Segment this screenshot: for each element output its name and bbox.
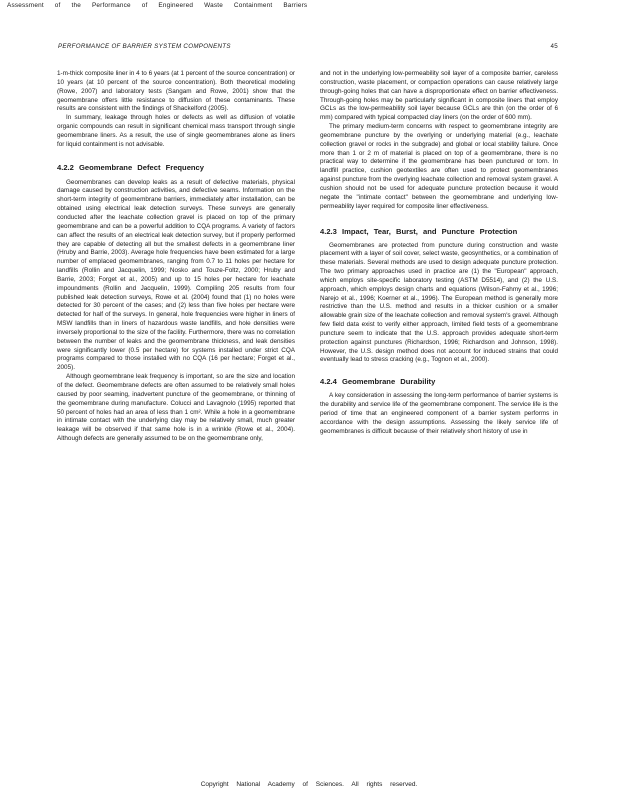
paragraph: In summary, leakage through holes or defects as well as diffusion of volatile organic compounds can result in significant chemical mass transport through single geomembrane liners. As a result, the use of single geomembranes alone as liners for liquid containment is not advisable. (57, 114, 295, 148)
paragraph: A key consideration in assessing the long-term performance of barrier systems is the durability and service life of the geomembrane component. The service life is the period of time that an engineered component of a barrier system performs in accordance with the design assumptions. Assessing the likely service life of geomembranes is difficult because of their relatively short history of use in (320, 392, 558, 435)
left-column (57, 70, 295, 444)
paragraph: Although geomembrane leak frequency is important, so are the size and location of the defect. Geomembrane defects are often assumed to be relatively small holes caused by poor seaming, inadvertent puncture of the geomembrane, or thinning of the geomembrane during manufacture. Colucci and Lavagnolo (1995) reported that 50 percent of holes had an area of less than 1 cm². While a hole in a geomembrane in intimate contact with the underlying clay may be relatively small, much greater leakage will be observed if that same hole is in a wrinkle (Rowe et al., 2004). Although defects are generally assumed to be on the geomembrane only, (57, 373, 295, 443)
running-head-title: PERFORMANCE OF BARRIER SYSTEM COMPONENTS (58, 43, 231, 50)
paragraph: and not in the underlying low-permeability soil layer of a composite barrier, careless construction, waste placement, or compaction operations can cause relatively large through-going holes that can have a disproportionate effect on barrier effectiveness. Through-going holes may be particularly significant in composite liners that employ GCLs as the low-permeability soil layer because GCLs are thin (on the order of 6 mm) compared with typical compacted clay liners (on the order of 600 mm). (320, 70, 558, 122)
document-banner: Assessment of the Performance of Engineered Waste Containment Barriers (7, 2, 308, 9)
section-heading-4-2-2: 4.2.2 Geomembrane Defect Frequency (57, 162, 205, 172)
copyright-footer: Copyright National Academy of Sciences. All rights reserved. (200, 781, 418, 788)
section-heading-4-2-3: 4.2.3 Impact, Tear, Burst, and Puncture Protection (320, 226, 518, 236)
paragraph: 1-m-thick composite liner in 4 to 6 years (at 1 percent of the source concentration) or 10 years (at 10 percent of the source concentration). Both theoretical modeling (Rowe, 2007) and laboratory tests (Sangam and Rowe, 2001) show that the geomembrane offers little resistance to diffusion of these contaminants. These results are consistent with the findings of Shackelford (2005). (57, 70, 295, 113)
paragraph: The primary medium-term concerns with respect to geomembrane integrity are geomembrane puncture by the overlying or underlying material (e.g., leachate collection gravel or rocks in the subgrade) and global or local stability failure. Once more than 1 or 2 m of material is placed on top of a geomembrane, there is no practical way to determine if the geomembrane has been punctured or torn. In landfill practice, cushion geotextiles are often used to protect geomembranes against puncture from the overlying leachate collection and removal system gravel. A cushion should not be used for adequate puncture protection because it would negate the "intimate contact" between the geomembrane and underlying low-permeability layer required for composite liner effectiveness. (320, 123, 559, 210)
paragraph: Geomembranes are protected from puncture during construction and waste placement with a layer of soil cover, select waste, geosynthetics, or a combination of these materials. Several methods are used to design adequate puncture protection. The two primary approaches used in practice are (1) the "European" approach, which employs site-specific laboratory testing (ASTM D5514), and (2) the U.S. approach, which employs design charts and equations (Wilson-Fahmy et al., 1996; Narejo et al., 1996; Koerner et al., 1996). The European method is generally more restrictive than the U.S. method and results in a thicker cushion or a smaller allowable grain size of the leachate collection and removal system's gravel. Although few field data exist to verify either approach, limited field tests of a geomembrane puncture seem to indicate that the U.S. approach provides adequate short-term protection against punctures (Richardson, 1996; Richardson and Johnson, 1998). However, the U.S. design method does not account for induced strains that could eventually lead to stress cracking (e.g., Tognon et al., 2000). (320, 241, 558, 364)
page-number: 45 (550, 43, 558, 50)
paragraph: Geomembranes can develop leaks as a result of defective materials, physical damage caused by construction activities, and defective seams. Information on the short-term integrity of geomembrane barriers, immediately after installation, can be obtained using electrical leak detection surveys. These surveys are generally conducted after the leachate collection gravel is placed on top of the primary geomembrane and can be a powerful addition to CQA programs. A variety of factors can affect the results of an electrical leak detection survey, but if properly performed they are capable of detecting all but the smallest defects in a geomembrane liner (Hruby and Barrie, 2003). Average hole frequencies have been estimated for a large number of emplaced geomembranes, ranging from 0.7 to 11 holes per hectare for landfills (Rollin and Jacquelin, 1999; Nosko and Touze-Foltz, 2000; Hruby and Barrie, 2003; Forget et al., 2005) and up to 15 holes per hectare for leachate impoundments (Rollin and Jacquelin, 1999). Compiling 205 results from four published leak detection surveys, Rowe et al. (2004) found that (1) no holes were detected for 30 percent of the cases; and (2) less than five holes per hectare were detected for half of the surveys. In general, hole frequencies were higher in liners of MSW landfills than in liners of hazardous waste landfills, and hole densities were inversely proportional to the size of the facility. Furthermore, there was no correlation between the number of leaks and the geomembrane thickness, and leak densities were significantly lower (0.5 per hectare) for systems installed under strict CQA programs compared to those installed with no CQA (16 per hectare; Forget et al., 2005). (57, 178, 295, 372)
running-head (58, 43, 558, 50)
section-heading-4-2-4: 4.2.4 Geomembrane Durability (320, 377, 436, 387)
right-column (320, 70, 558, 437)
